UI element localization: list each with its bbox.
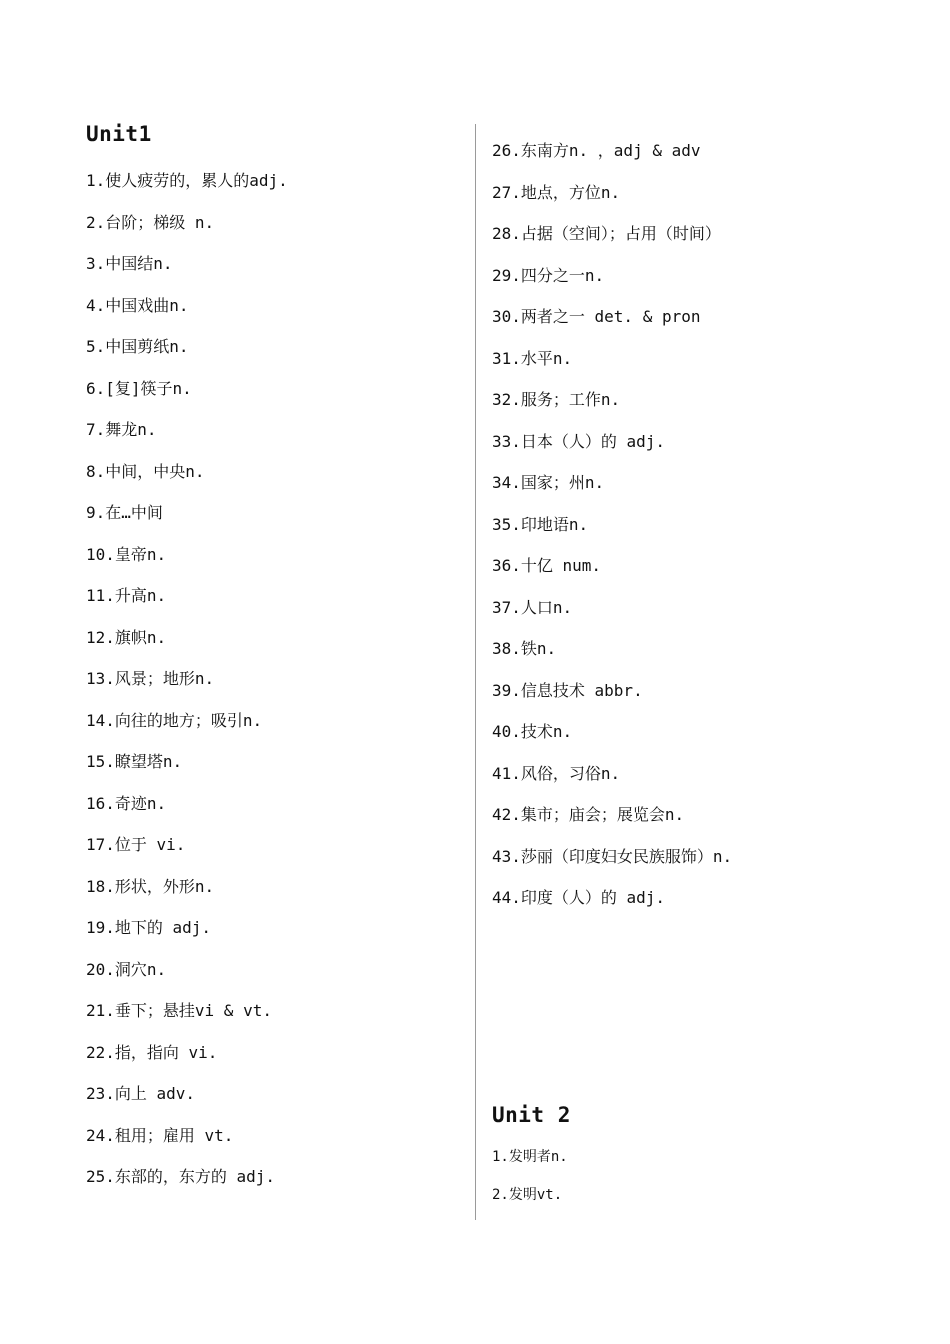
vocab-item: 29.四分之一n. [492, 265, 605, 285]
vocab-item: 36.十亿 num. [492, 556, 602, 575]
vocab-item: 20.洞穴n. [86, 959, 167, 979]
vocab-item: 7.舞龙n. [86, 420, 157, 439]
vocab-item: 3.中国结n. [86, 254, 173, 273]
vocab-item: 1.发明者n. [492, 1149, 568, 1165]
vocab-item: 37.人口n. [492, 597, 573, 617]
vocab-item: 25.东部的，东方的 adj. [86, 1167, 276, 1186]
vocab-item: 34.国家；州n. [492, 473, 605, 492]
vocab-item: 32.服务；工作n. [492, 390, 621, 409]
vocab-item: 18.形状，外形n. [86, 876, 215, 896]
vocab-item: 27.地点，方位n. [492, 182, 621, 202]
vocab-item: 11.升高n. [86, 586, 167, 605]
vocab-item: 23.向上 adv. [86, 1084, 196, 1103]
vocab-item: 44.印度（人）的 adj. [492, 888, 666, 907]
vocab-item: 17.位于 vi. [86, 835, 186, 854]
vocab-item: 38.铁n. [492, 639, 557, 658]
vocab-item: 19.地下的 adj. [86, 918, 212, 937]
vocab-item: 16.奇迹n. [86, 793, 167, 813]
unit1-title: Unit1 [86, 122, 152, 146]
vocab-item: 26.东南方n. ，adj & adv [492, 141, 701, 160]
vocab-item: 12.旗帜n. [86, 627, 167, 647]
vocab-item: 6.[复]筷子n. [86, 378, 192, 398]
vocab-item: 39.信息技术 abbr. [492, 680, 643, 700]
vocab-item: 2.发明vt. [492, 1187, 563, 1203]
vocab-item: 30.两者之一 det. & pron [492, 307, 701, 326]
vocab-item: 22.指，指向 vi. [86, 1042, 218, 1062]
vocab-item: 43.莎丽（印度妇女民族服饰）n. [492, 846, 733, 866]
vocab-item: 1.使人疲劳的，累人的adj. [86, 171, 288, 190]
vocab-item: 8.中间，中央n. [86, 461, 205, 481]
vocab-item: 21.垂下；悬挂vi & vt. [86, 1001, 272, 1020]
vocab-item: 40.技术n. [492, 722, 573, 741]
vocab-item: 9.在…中间 [86, 503, 163, 522]
vocab-item: 41.风俗，习俗n. [492, 763, 621, 783]
column-divider [475, 124, 476, 1220]
vocab-item: 24.租用；雇用 vt. [86, 1125, 234, 1145]
vocab-item: 13.风景；地形n. [86, 669, 215, 688]
vocab-item: 2.台阶；梯级 n. [86, 212, 215, 232]
vocab-item: 5.中国剪纸n. [86, 337, 189, 356]
vocab-item: 35.印地语n. [492, 514, 589, 534]
vocab-item: 4.中国戏曲n. [86, 295, 189, 315]
vocab-item: 31.水平n. [492, 348, 573, 368]
vocab-item: 15.瞭望塔n. [86, 752, 183, 771]
vocab-item: 42.集市；庙会；展览会n. [492, 805, 685, 824]
vocab-item: 28.占据（空间）；占用（时间） [492, 224, 721, 243]
vocab-item: 33.日本（人）的 adj. [492, 431, 666, 451]
vocab-item: 10.皇帝n. [86, 544, 167, 564]
vocab-item: 14.向往的地方；吸引n. [86, 710, 263, 730]
unit2-title: Unit 2 [492, 1103, 571, 1127]
